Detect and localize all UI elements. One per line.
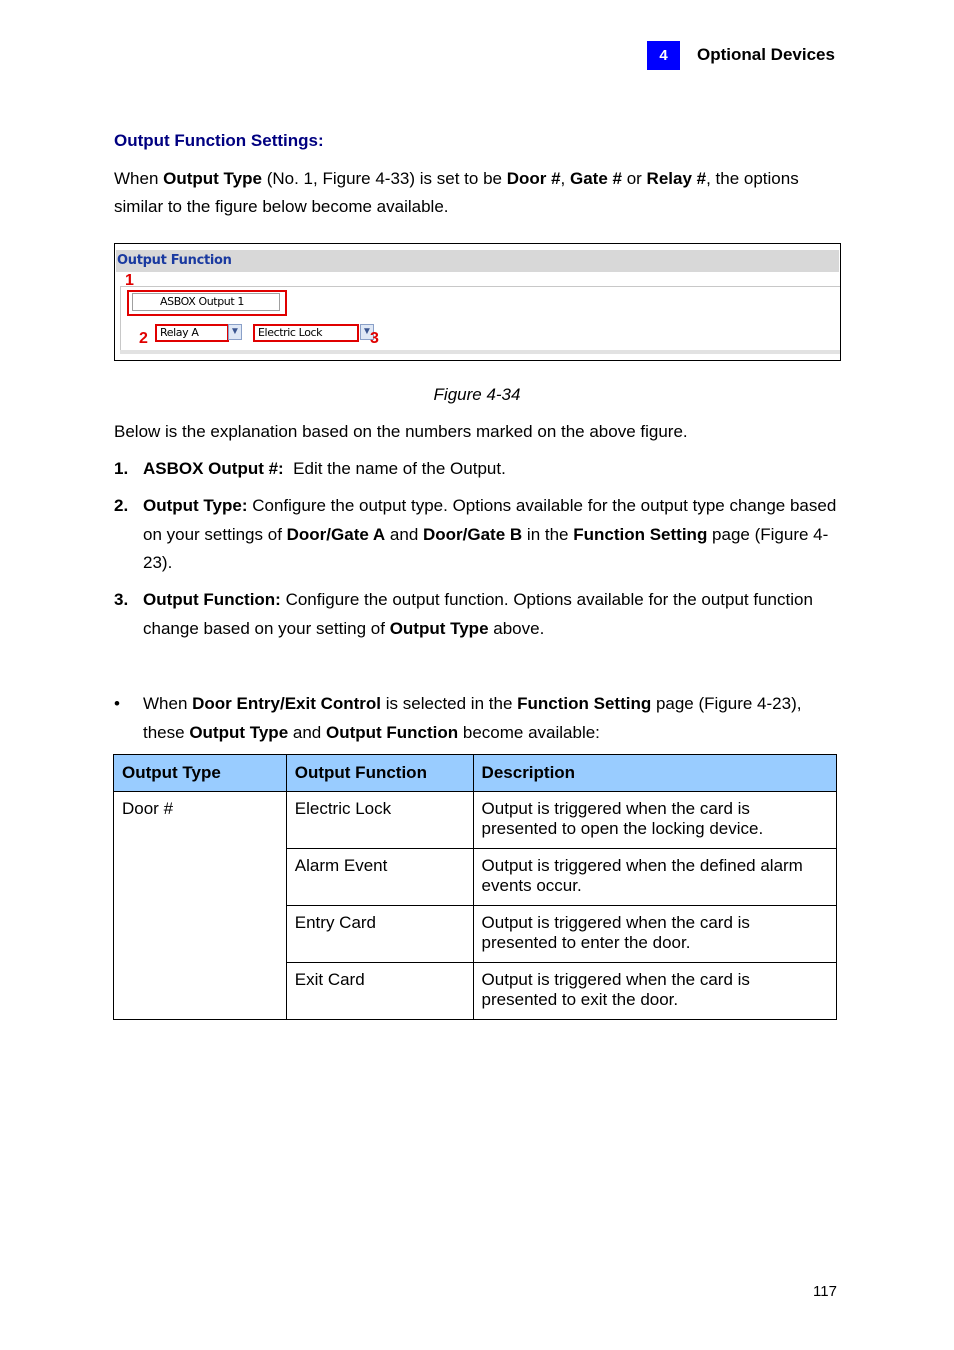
marker-2: 2: [139, 330, 148, 347]
figure-panel-title: Output Function: [117, 253, 232, 268]
intro-bold: Door #: [506, 169, 561, 188]
output-function-cell: Entry Card: [286, 906, 473, 963]
output-type-select[interactable]: Relay A: [155, 324, 229, 342]
bullet-text: is selected in the: [381, 694, 518, 713]
item-text: page (Figure 4-23).: [143, 524, 829, 572]
description-line: Output is triggered when the defined alarm: [481, 856, 803, 875]
output-function-cell: Exit Card: [286, 963, 473, 1020]
chevron-down-icon[interactable]: ▼: [228, 324, 242, 340]
numbered-item-1: [114, 455, 844, 484]
table-row: [114, 792, 837, 849]
intro-bold: Relay #: [646, 169, 707, 188]
item-text: Configure the output function. Options available for the output function change based on your setting of: [143, 590, 813, 638]
numbered-item-3: [114, 586, 844, 643]
bullet-bold: Output Function: [325, 723, 459, 742]
page-number: 117: [813, 1283, 837, 1300]
marker-1: 1: [125, 272, 134, 289]
bullet-text: When: [143, 694, 193, 713]
item-number: 3.: [114, 590, 129, 609]
description-line: Output is triggered when the card is: [481, 913, 750, 932]
intro-text: ,: [560, 169, 570, 188]
chapter-title: Optional Devices: [697, 45, 835, 64]
explanation-text: Below is the explanation based on the numbers marked on the above figure.: [114, 422, 688, 441]
output-function-cell: Alarm Event: [286, 849, 473, 906]
item-text: and: [385, 524, 423, 544]
intro-text: , the options similar to the figure below become available.: [114, 169, 799, 216]
marker-3: 3: [370, 330, 379, 347]
output-function-figure: [114, 243, 841, 361]
chevron-down-icon[interactable]: ▼: [360, 324, 374, 340]
item-text: Edit the name of the Output.: [283, 459, 506, 478]
bullet-bold: Function Setting: [517, 694, 652, 713]
description-line: presented to exit the door.: [481, 990, 679, 1009]
description-line: Output is triggered when the card is: [481, 799, 750, 818]
intro-bold: Output Type: [163, 169, 262, 188]
intro-bold: Gate #: [570, 169, 622, 188]
column-header: Output Type: [114, 755, 287, 792]
intro-paragraph: [114, 165, 844, 221]
intro-text: or: [621, 169, 647, 188]
item-label: Output Type:: [143, 496, 248, 515]
output-function-select[interactable]: Electric Lock: [253, 324, 359, 342]
description-cell: [473, 963, 836, 1020]
bullet-text: and: [288, 723, 326, 742]
description-line: presented to open the locking device.: [481, 819, 764, 838]
bullet-item: [114, 689, 844, 747]
numbered-item-2: [114, 492, 844, 578]
item-bold: Output Type: [389, 618, 489, 638]
intro-text: (No. 1, Figure 4-33) is set to be: [261, 169, 507, 188]
output-function-cell: Electric Lock: [286, 792, 473, 849]
figure-panel-shadow: [120, 350, 840, 354]
table-header-row: [114, 755, 837, 792]
item-number: 2.: [114, 496, 129, 515]
item-number: 1.: [114, 459, 129, 478]
item-text: in the: [522, 524, 574, 544]
item-bold: Door/Gate A: [286, 524, 386, 544]
description-cell: [473, 849, 836, 906]
intro-text: When: [114, 169, 164, 188]
description-cell: [473, 906, 836, 963]
bullet-bold: Output Type: [189, 723, 289, 742]
description-line: events occur.: [481, 876, 582, 895]
bullet-text: page (Figure 4-23), these: [143, 694, 802, 742]
chapter-number-badge: 4: [647, 41, 680, 70]
bullet-text: become available:: [458, 723, 600, 742]
description-line: presented to enter the door.: [481, 933, 691, 952]
item-bold: Function Setting: [573, 524, 708, 544]
bullet-icon: •: [114, 694, 120, 713]
figure-caption: Figure 4-34: [433, 385, 521, 404]
output-name-field[interactable]: ASBOX Output 1: [132, 293, 280, 311]
description-cell: [473, 792, 836, 849]
bullet-bold: Door Entry/Exit Control: [192, 694, 382, 713]
item-label: Output Function:: [143, 590, 281, 609]
column-header: Description: [473, 755, 836, 792]
item-text: Configure the output type. Options available for the output type change based on your settings of: [143, 496, 837, 544]
output-options-table: [113, 754, 837, 1020]
section-heading: Output Function Settings:: [114, 131, 324, 150]
description-line: Output is triggered when the card is: [481, 970, 750, 989]
item-text: above.: [488, 618, 545, 638]
column-header: Output Function: [286, 755, 473, 792]
item-label: ASBOX Output #:: [143, 459, 284, 478]
item-bold: Door/Gate B: [423, 524, 523, 544]
output-type-cell: Door #: [114, 792, 287, 1020]
